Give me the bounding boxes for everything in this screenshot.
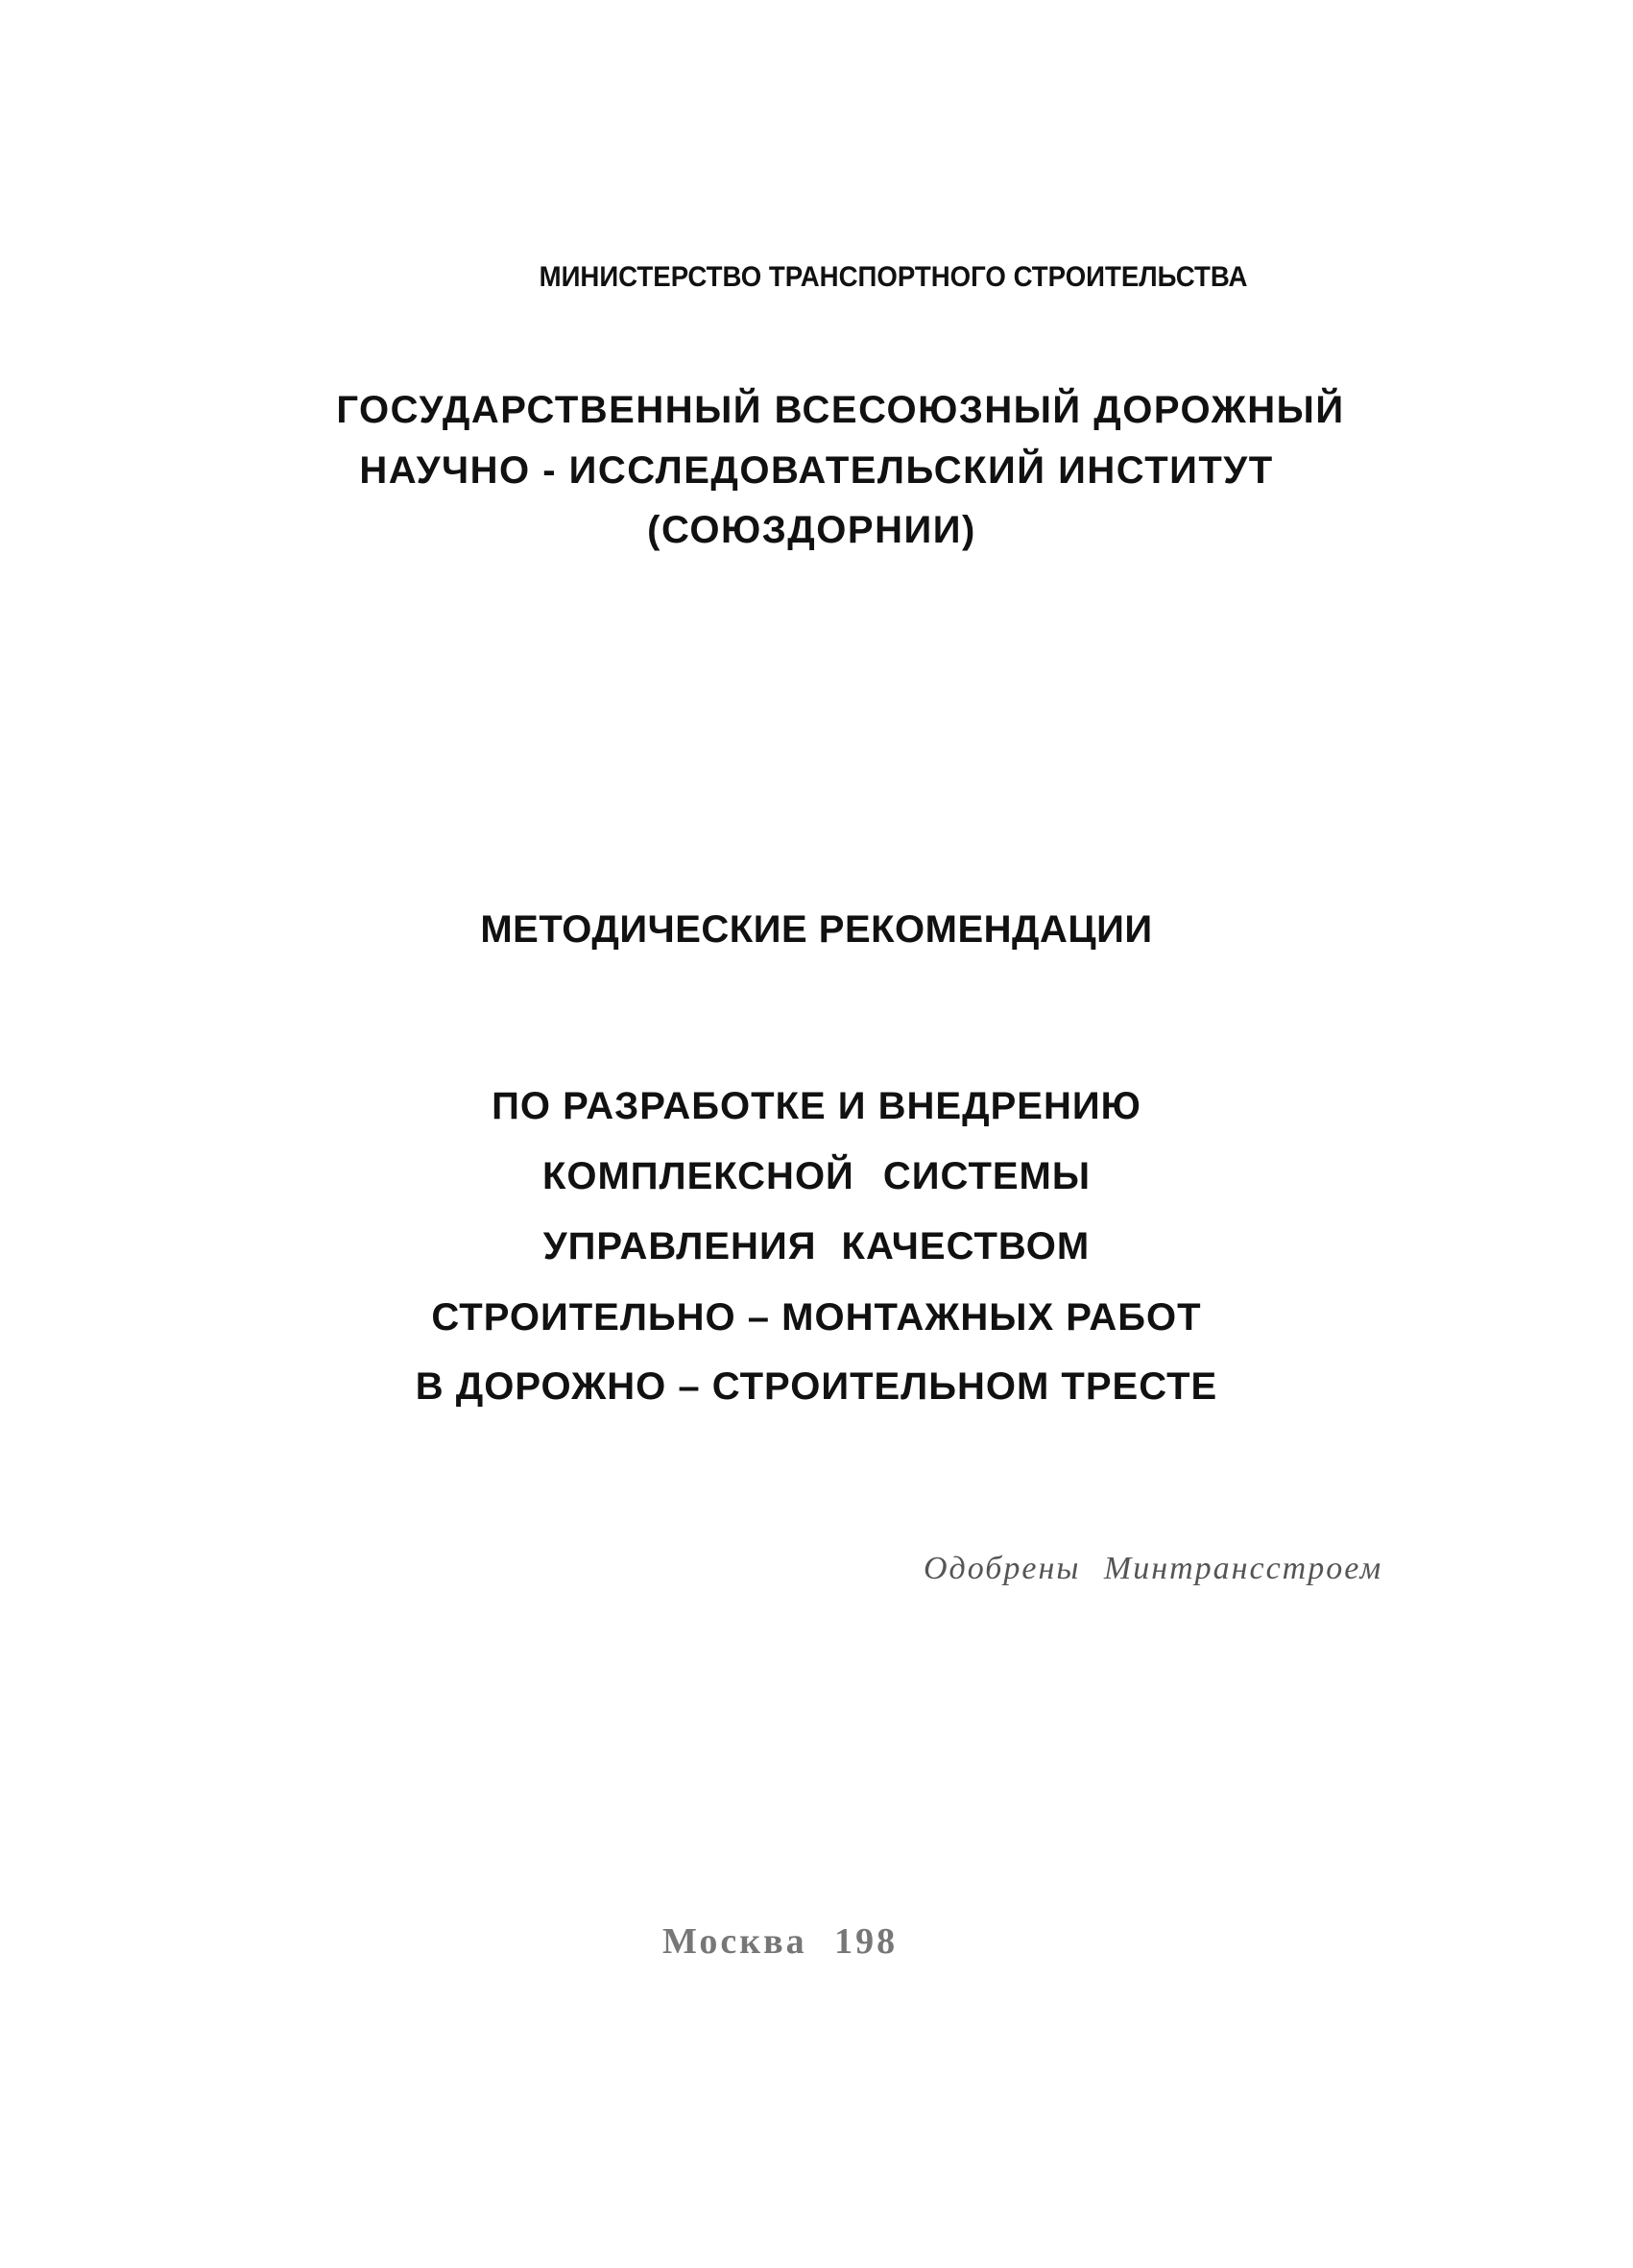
institute-abbreviation: (СОЮЗДОРНИИ) xyxy=(647,509,976,551)
institute-name-line-2: НАУЧНО - ИССЛЕДОВАТЕЛЬСКИЙ ИНСТИТУТ xyxy=(359,449,1274,492)
document-subject-line-4: СТРОИТЕЛЬНО – МОНТАЖНЫХ РАБОТ xyxy=(431,1296,1202,1339)
approval-note: Одобрены Минтрансстроем xyxy=(924,1551,1383,1586)
document-subject-line-1: ПО РАЗРАБОТКЕ И ВНЕДРЕНИЮ xyxy=(492,1085,1141,1127)
city-year: Москва 198 xyxy=(662,1921,899,1962)
ministry-name: МИНИСТЕРСТВО ТРАНСПОРТНОГО СТРОИТЕЛЬСТВА xyxy=(539,261,1248,293)
institute-name-line-1: ГОСУДАРСТВЕННЫЙ ВСЕСОЮЗНЫЙ ДОРОЖНЫЙ xyxy=(336,389,1345,431)
document-subject-line-3: УПРАВЛЕНИЯ КАЧЕСТВОМ xyxy=(542,1225,1091,1267)
document-title: МЕТОДИЧЕСКИЕ РЕКОМЕНДАЦИИ xyxy=(480,908,1153,951)
document-subject-line-2: КОМПЛЕКСНОЙ СИСТЕМЫ xyxy=(541,1155,1092,1197)
document-subject-line-5: В ДОРОЖНО – СТРОИТЕЛЬНОМ ТРЕСТЕ xyxy=(415,1365,1218,1408)
